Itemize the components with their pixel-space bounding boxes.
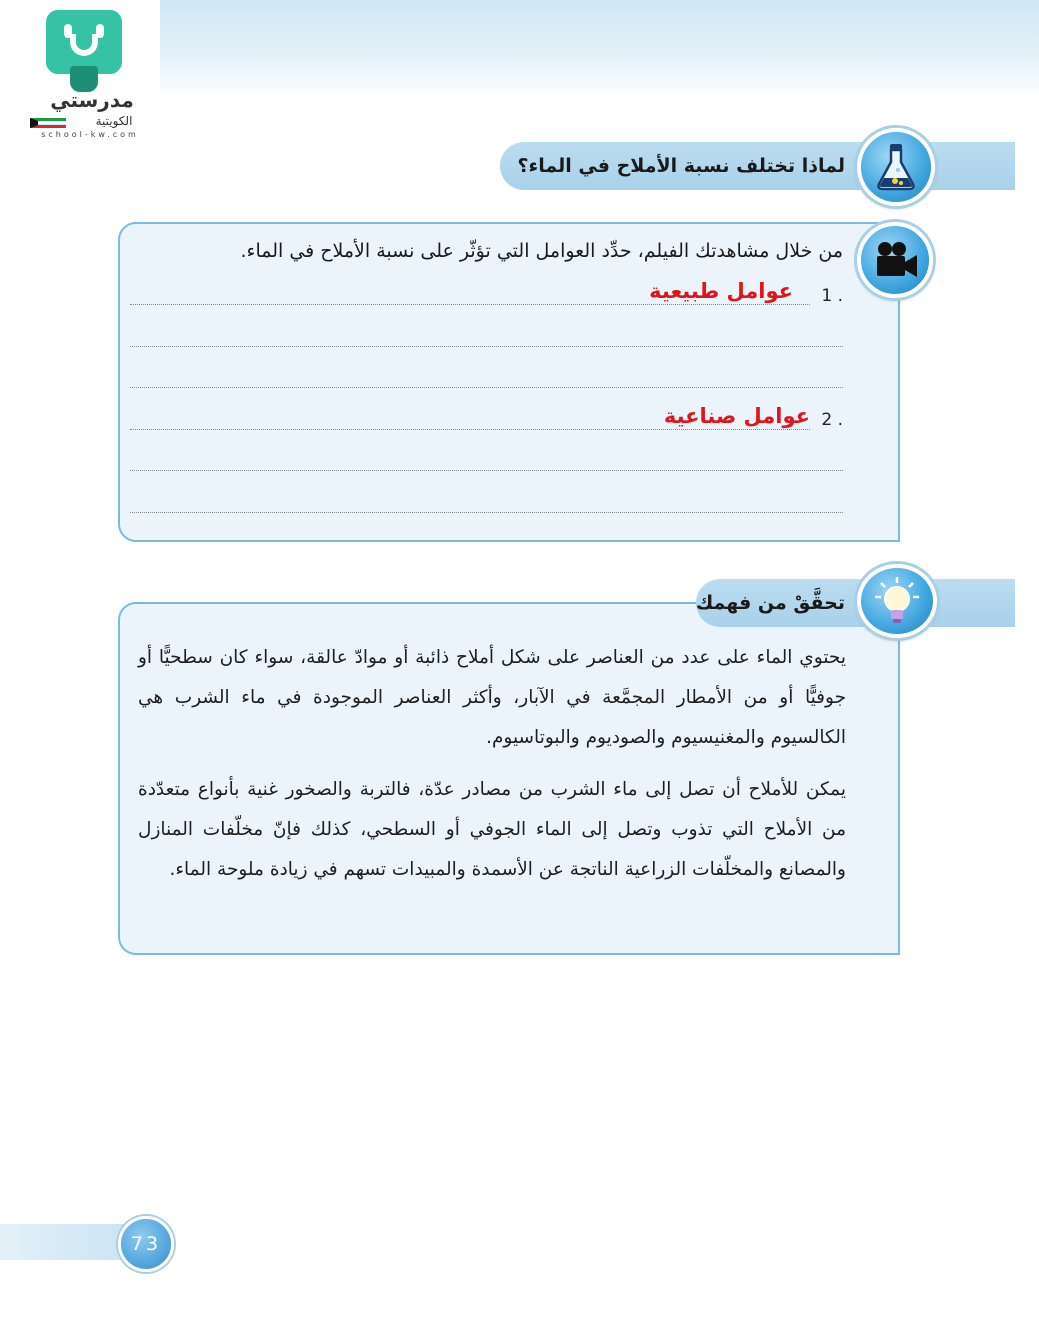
item-number: 1 . — [821, 286, 843, 306]
paragraph: يمكن للأملاح أن تصل إلى ماء الشرب من مصادر عدّة، فالتربة والصخور غنية بأنواع متعدّدة من الأملاح التي تذوب وتصل إلى الماء الجوفي أو السطحي، كذلك فإنّ مخلّفات المنازل والمصانع والمخلّفات الزراعية الناتجة عن الأسمدة والمبيدات تسهم في زيادة ملوحة الماء. — [138, 779, 846, 880]
answer-line — [130, 387, 843, 388]
section-heading-bar — [500, 142, 1015, 190]
logo — [18, 6, 158, 140]
item-number: 2 . — [821, 410, 843, 430]
header-band — [160, 0, 1039, 100]
lightbulb-icon — [857, 564, 937, 638]
answer-natural-factors[interactable]: عوامل طبيعية — [649, 279, 793, 303]
answer-line — [130, 346, 843, 347]
answer-line — [130, 429, 810, 430]
page-number: 73 — [118, 1216, 174, 1272]
answer-line — [130, 512, 843, 513]
activity-prompt: من خلال مشاهدتك الفيلم، حدِّد العوامل التي تؤثّر على نسبة الأملاح في الماء. — [240, 240, 843, 262]
section-title: لماذا تختلف نسبة الأملاح في الماء؟ — [517, 155, 845, 177]
answer-line — [130, 304, 810, 305]
paragraph: يحتوي الماء على عدد من العناصر على شكل أملاح ذائبة أو موادّ عالقة، سواء كان سطحيًّا أو جوفيًّا أو من الأمطار المجمَّعة في الآبار، وأكثر العناصر الموجودة في ماء الشرب هي الكالسيوم والمغنيسيوم والصوديوم والبوتاسيوم. — [138, 647, 846, 748]
flask-icon — [857, 128, 935, 206]
activity-box — [118, 222, 900, 542]
logo-subtitle: الكويتية — [95, 114, 133, 128]
answer-industrial-factors[interactable]: عوامل صناعية — [663, 404, 810, 428]
kuwait-flag-icon — [30, 118, 66, 128]
answer-line — [130, 470, 843, 471]
logo-smile-icon — [58, 22, 110, 62]
logo-website: school-kw.com — [41, 130, 139, 139]
movie-camera-icon — [857, 222, 933, 298]
logo-name: مدرستي — [50, 88, 134, 112]
section-title: تحقَّقْ من فهمك — [695, 592, 845, 614]
section-heading-bar — [696, 579, 1015, 627]
check-understanding-box — [118, 602, 900, 955]
